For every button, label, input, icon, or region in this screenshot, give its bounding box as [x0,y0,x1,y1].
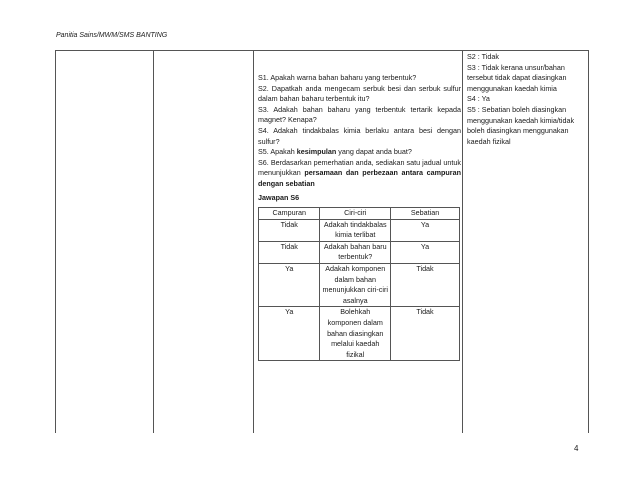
table-header-row [259,208,460,220]
table-cell: Tidak [391,263,460,306]
table-cell: Tidak [259,241,320,263]
table-cell: Adakah komponen dalam bahan menunjukkan ciri-ciri asalnya [320,263,391,306]
question-s3: S3. Adakah bahan baharu yang terbentuk tertarik kepada magnet? Kenapa? [258,104,461,125]
table-cell: Bolehkah komponen dalam bahan diasingkan melalui kaedah fizikal [320,307,391,361]
table-row [259,241,460,263]
answer-s4: S4 : Ya [467,94,490,104]
table-row [259,219,460,241]
table-cell: Ya [391,219,460,241]
table-cell: Ya [391,241,460,263]
table-cell: Adakah tindakbalas kimia terlibat [320,219,391,241]
questions-column [258,73,461,190]
header-campuran: Campuran [259,208,320,220]
question-s4: S4. Adakah tindakbalas kimia berlaku antara besi dengan sulfur? [258,125,461,146]
page-number: 4 [574,444,579,453]
table-cell: Ya [259,263,320,306]
table-row [259,263,460,306]
question-s1: S1. Apakah warna bahan baharu yang terbentuk? [258,73,417,82]
column-divider [153,51,154,433]
answer-s5: S5 : Sebatian boleh diasingkan menggunakan kaedah kimia/tidak boleh diasingkan menggunakan kaedah fizikal [467,104,575,146]
question-s5: S5. Apakah kesimpulan yang dapat anda buat? [258,147,412,157]
page-header: Panitia Sains/MWM/SMS BANTING [56,32,168,39]
question-s6: S6. Berdasarkan pemerhatian anda, sediakan satu jadual untuk menunjukkan persamaan dan perbezaan antara campuran dengan sebatian [258,157,461,188]
table-cell: Tidak [391,307,460,361]
table-cell: Adakah bahan baru terbentuk? [320,241,391,263]
jawapan-label: Jawapan S6 [258,193,300,202]
header-sebatian: Sebatian [391,208,460,220]
table-row [259,307,460,361]
answer-s3: S3 : Tidak kerana unsur/bahan tersebut tidak dapat diasingkan menggunakan kaedah kimia [467,62,567,93]
worksheet-table [55,50,589,433]
header-ciri-ciri: Ciri-ciri [320,208,391,220]
table-cell: Tidak [259,219,320,241]
column-divider [253,51,254,433]
question-s2: S2. Dapatkah anda mengecam serbuk besi dan serbuk sulfur dalam bahan baharu terbentuk itu? [258,83,461,104]
answers-column [467,52,585,147]
column-divider [462,51,463,433]
table-cell: Ya [259,307,320,361]
answer-s2: S2 : Tidak [467,52,499,61]
comparison-table [258,207,460,361]
